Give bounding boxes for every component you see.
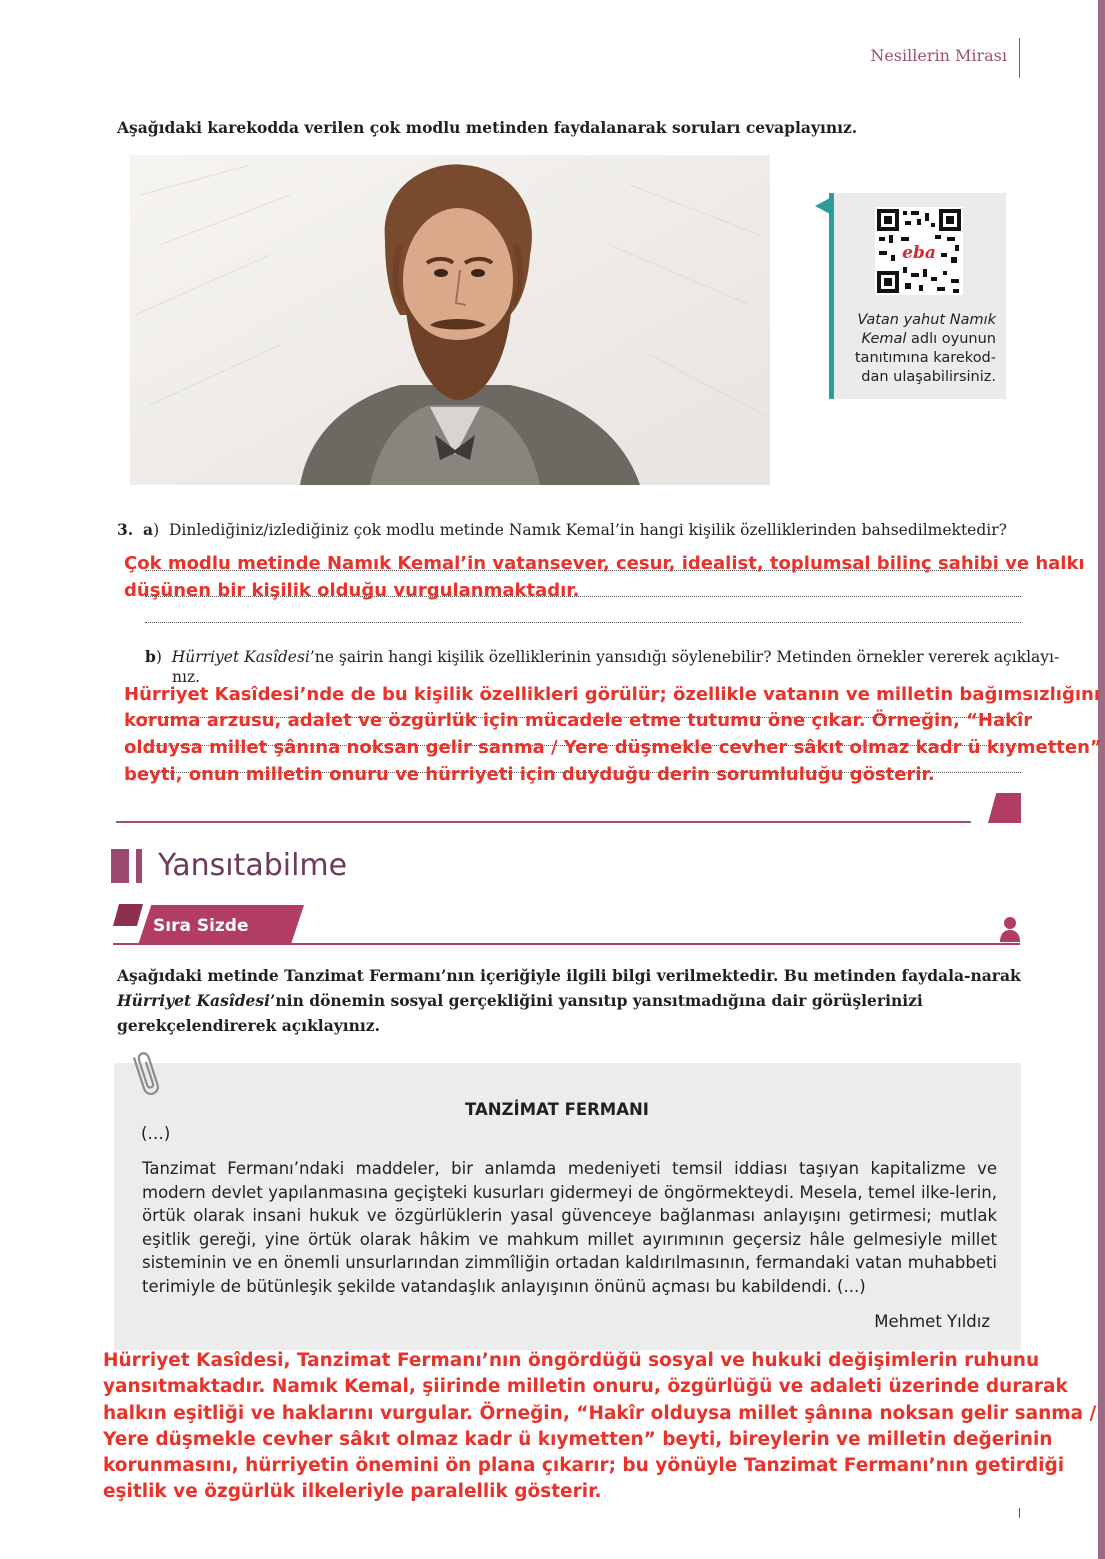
question-3b-cont: nız. [172, 668, 201, 686]
header-divider [1019, 38, 1020, 78]
final-answer-line-6: eşitlik ve özgürlük ilkeleriyle paralellik gösterir. [103, 1481, 602, 1502]
question-3b-title: Hürriyet Kasîdesi [171, 648, 310, 666]
instruction-2-title: Hürriyet Kasîdesi [117, 991, 271, 1010]
final-answer-line-3: halkın eşitliği ve haklarını vurgular. Örneğin, “Hakîr olduysa millet şânına noksan gelir sanma / [103, 1403, 1097, 1424]
section-marker [111, 849, 129, 883]
qr-caption-text: adlı oyunun tanıtımına karekod-dan ulaşabilirsiniz. [854, 331, 996, 385]
namik-kemal-portrait [130, 155, 770, 485]
header-title: Nesillerin Mirası [870, 46, 1007, 65]
section-title: Yansıtabilme [158, 848, 348, 883]
question-b-label: b [145, 647, 156, 666]
tanzimat-ellipsis: (…) [141, 1124, 171, 1143]
tab-accent [113, 904, 143, 926]
final-answer-line-5: korunmasını, hürriyetin önemini ön plana çıkarır; bu yönüyle Tanzimat Fermanı’nın getirdiği [103, 1455, 1065, 1476]
paperclip-icon [130, 1047, 164, 1103]
tanzimat-title: TANZİMAT FERMANI [465, 1100, 649, 1119]
instruction-2-text-end: ’nin dönemin sosyal gerçekliğini yansıtıp yansıtmadığına dair görüşlerinizi gerekçelendirerek açıklayınız. [117, 991, 923, 1035]
person-icon [998, 916, 1022, 942]
answer-3b-line-4: beyti, onun milletin onuru ve hürriyeti için duyduğu derin sorumluluğu gösterir. [124, 764, 935, 785]
answer-3b-line-2: koruma arzusu, adalet ve özgürlük için mücadele etme tutumu öne çıkar. Örneğin, “Hakîr [124, 710, 1033, 731]
answer-3b-line-1: Hürriyet Kasîdesi’nde de bu kişilik özellikleri görülür; özellikle vatanın ve milletin bağımsızlığını [124, 684, 1100, 705]
question-3a-text: Dinlediğiniz/izlediğiniz çok modlu metinde Namık Kemal’in hangi kişilik özelliklerinden bahsedilmektedir? [169, 521, 1007, 539]
instruction-1: Aşağıdaki karekodda verilen çok modlu metinden faydalanarak soruları cevaplayınız. [117, 118, 858, 137]
instruction-2-text: Aşağıdaki metinde Tanzimat Fermanı’nın içeriğiyle ilgili bilgi verilmektedir. Bu metinden faydala-narak [117, 966, 1021, 985]
instruction-2 [117, 963, 1022, 1038]
answer-3a-line-1: Çok modlu metinde Namık Kemal’in vatansever, cesur, idealist, toplumsal bilinç sahibi ve halkı [124, 553, 1085, 574]
sira-sizde-label: Sıra Sizde [153, 916, 249, 936]
question-3b-text: ’ne şairin hangi kişilik özelliklerinin yansıdığı söylenebilir? Metinden örnekler vererek açıklayı- [309, 648, 1060, 666]
question-number: 3. [117, 520, 134, 539]
final-answer-line-4: Yere düşmekle cevher sâkıt olmaz kadr ü kıymetten” beyti, bireylerin ve milletin değerinin [103, 1429, 1053, 1450]
section-divider-tab [988, 793, 1021, 823]
qr-card-flag [815, 198, 830, 214]
section-marker [136, 849, 142, 883]
final-answer-line-2: yansıtmaktadır. Namık Kemal, şiirinde milletin onuru, özgürlüğü ve adaleti üzerinde durarak [103, 1376, 1068, 1397]
question-3a: 3. a) Dinlediğiniz/izlediğiniz çok modlu metinde Namık Kemal’in hangi kişilik özelliklerinden bahsedilmektedir? [117, 520, 1007, 539]
svg-text:eba: eba [902, 243, 936, 263]
answer-3a-line-2: düşünen bir kişilik olduğu vurgulanmaktadır. [124, 580, 580, 601]
answer-line [145, 622, 1021, 623]
tanzimat-body: Tanzimat Fermanı’ndaki maddeler, bir anlamda medeniyeti temsil iddiası taşıyan kapitalizme ve modern devlet yapılanmasına geçişteki kusurları gidermeyi de öngörmekteydi. Mesela, temel ilke-lerin, örtük olarak insani hukuk ve özgürlüklerin yasal güvenceye bağlanması anlayışını getirmesi; mutlak eşitlik gereği, yine örtük olarak hâkim ve mahkum millet ayırımının geçersiz hâle gelmesiyle millet sisteminin ve en önemli unsurlarından zimmîliğin ortadan kaldırılmasının, fermandaki vatan muhabbeti terimiyle de bütünleşik şekilde vatandaşlık anlayışının önünü açması bu kabildendi. (...) [142, 1159, 997, 1296]
question-a-label: a [143, 520, 154, 539]
answer-3b-line-3: olduysa millet şânına noksan gelir sanma / Yere düşmekle cevher sâkıt olmaz kadr ü kıymetten” [124, 737, 1102, 758]
page-mark [1019, 1508, 1020, 1518]
final-answer-line-1: Hürriyet Kasîdesi, Tanzimat Fermanı’nın öngördüğü sosyal ve hukuki değişimlerin ruhunu [103, 1350, 1040, 1371]
qr-caption [840, 311, 996, 387]
tanzimat-author: Mehmet Yıldız [874, 1312, 990, 1331]
section-divider [116, 821, 971, 823]
qr-code-icon[interactable] [875, 207, 963, 295]
question-3b: b) Hürriyet Kasîdesi’ne şairin hangi kişilik özelliklerinin yansıdığı söylenebilir? Metinden örnekler vererek açıklayı- [145, 647, 1060, 666]
qr-caption-title: Vatan yahut Namık Kemal [857, 312, 996, 347]
tab-underline [113, 943, 1020, 945]
page-edge-strip [1098, 0, 1105, 1559]
qr-card-accent [829, 193, 834, 399]
